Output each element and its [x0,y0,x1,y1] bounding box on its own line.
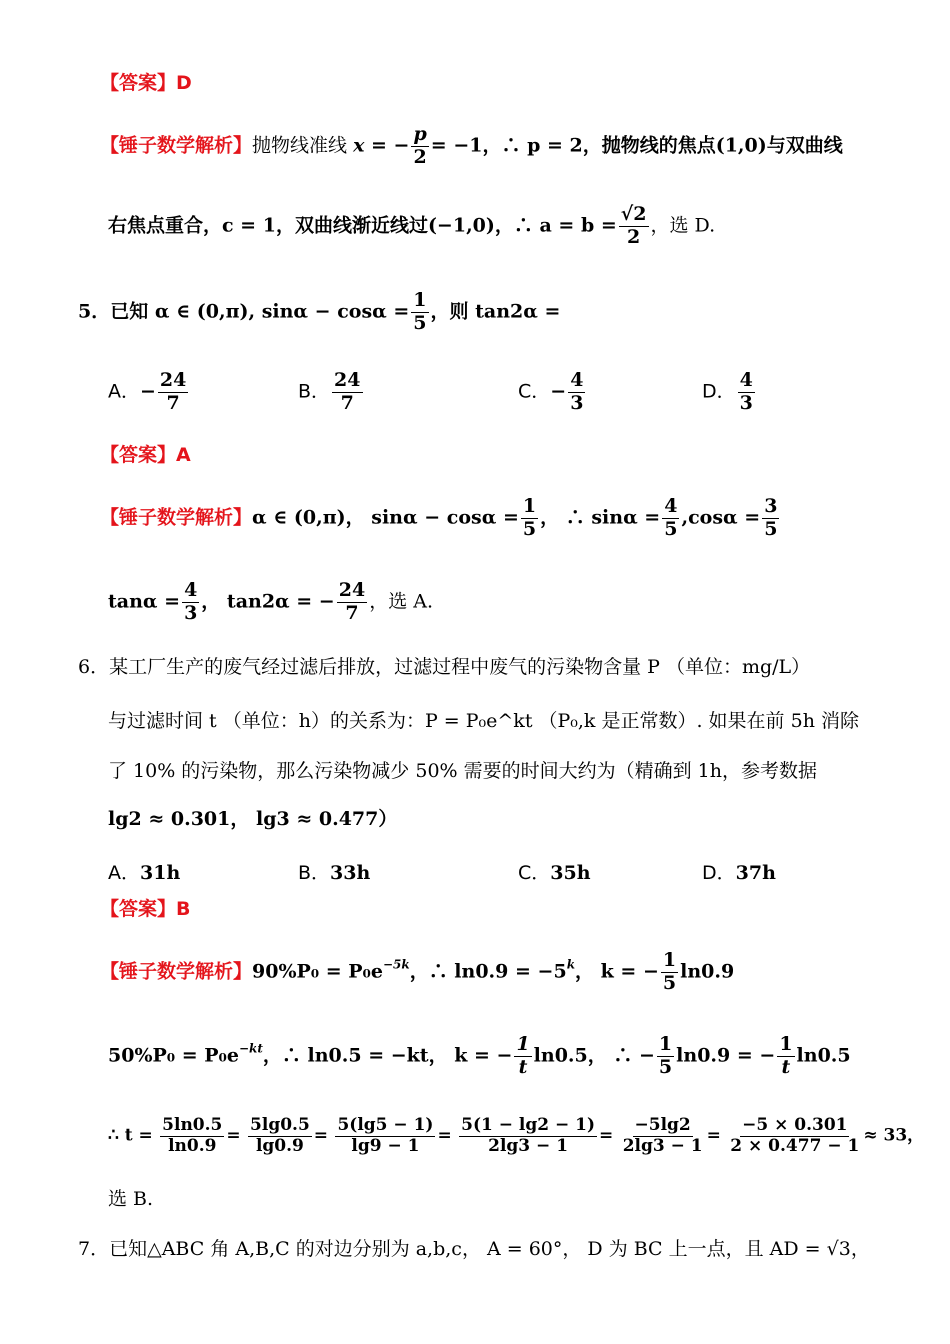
analysis-tag: 【锤子数学解析】 [100,506,253,529]
text: ，则 tan2α = [430,300,561,323]
analysis-tag: 【锤子数学解析】 [100,134,253,157]
q6-option-c: C．35h [518,862,591,884]
q4-answer [100,74,192,93]
text: 抛物线准线 [252,134,348,157]
text: 5．已知 α ∈ (0,π), sinα − cosα = [78,300,410,323]
answer-value: A [176,444,191,466]
q6-analysis-line2: $50\%P_0 = P_0e^{-kt}$，∴ ln0.5 = −kt， k = − $\frac{1}{t}$ ln0.5， ∴ − $\frac{1}{5}$ ln0.9 = − $\frac{1}{t}$ ln0.5 [108,1033,851,1078]
q6-stem-line1: 6．某工厂生产的废气经过滤后排放，过滤过程中废气的污染物含量 P （单位：mg/L） [78,656,811,678]
q6-stem-line3: 了 10% 的污染物，那么污染物减少 50% 需要的时间大约为（精确到 1h，参考数据 [108,760,817,782]
q5-analysis-line2: tanα = $\frac{4}{3}$ ， tan2α = − $\frac{24}{7}$ ，选 A. [108,579,433,624]
q6-analysis-line3: ∴ t = $\frac{5\ln 0.5}{\ln 0.9}$ = $\frac{5\lg 0.5}{\lg 0.9}$ = $\frac{5(\lg 5 - 1)}{\lg 9 - 1}$ = $\frac{5(1 - \lg 2 - 1)}{2\lg 3 - 1}$ = $\frac{-5\lg 2}{2\lg 3 - 1}$ = $\frac{-5 \times 0.301}{2 \times 0.477 - 1}$ ≈ 33， [108,1115,925,1156]
analysis-tag: 【锤子数学解析】 [100,960,253,983]
fraction: $\frac{1}{5}$ [413,289,427,334]
q6-conclusion: 选 B. [108,1188,154,1210]
q5-answer [100,446,191,465]
text: 右焦点重合，c = 1，双曲线渐近线过(−1,0)，∴ a = b = [108,214,617,237]
math: x = − [353,134,410,157]
text: = −1，∴ p = 2，抛物线的焦点(1,0)与双曲线 [430,134,843,157]
answer-value: D [176,72,192,94]
q6-analysis-line1: 【锤子数学解析】$90\%P_0 = P_0e^{-5k}$，∴ $\ln 0.9 = -5^k$， k = − $\frac{1}{5}$ ln0.9 [100,949,735,994]
answer-tag: 【答案】 [100,72,177,94]
q4-analysis-line2 [108,204,715,249]
q6-stem-line2: 与过滤时间 t （单位：h）的关系为：P = P₀e^kt （P₀,k 是正常数）. 如果在前 5h 消除 [108,710,859,732]
q5-option-a: A．− $\frac{24}{7}$ [108,369,187,414]
text: ，选 D. [650,214,716,237]
fraction: $\frac{√2}{2}$ [620,203,647,248]
q6-option-d: D．37h [702,862,776,884]
q6-answer [100,900,191,919]
q5-analysis-line1: 【锤子数学解析】α ∈ (0,π)， sinα − cosα = $\frac{1}{5}$ ， ∴ sinα = $\frac{4}{5}$ ,cosα = $\frac{3}{5}$ [100,495,778,540]
fraction: $\frac{p}{2}$ [413,123,427,168]
q4-analysis-line1 [100,124,843,169]
answer-tag: 【答案】 [100,444,177,466]
answer-value: B [176,898,191,920]
q6-stem-line4: lg2 ≈ 0.301， lg3 ≈ 0.477） [108,808,398,830]
q7-stem: 7．已知△ABC 角 A,B,C 的对边分别为 a,b,c， A = 60°， D 为 BC 上一点，且 AD = √3， [78,1238,870,1260]
q5-option-d: D． $\frac{4}{3}$ [702,369,753,414]
q6-option-a: A．31h [108,862,181,884]
q5-stem [78,290,560,335]
q6-option-b: B．33h [298,862,371,884]
q5-option-c: C．− $\frac{4}{3}$ [518,369,584,414]
q5-option-b: B． $\frac{24}{7}$ [298,369,361,414]
answer-tag: 【答案】 [100,898,177,920]
